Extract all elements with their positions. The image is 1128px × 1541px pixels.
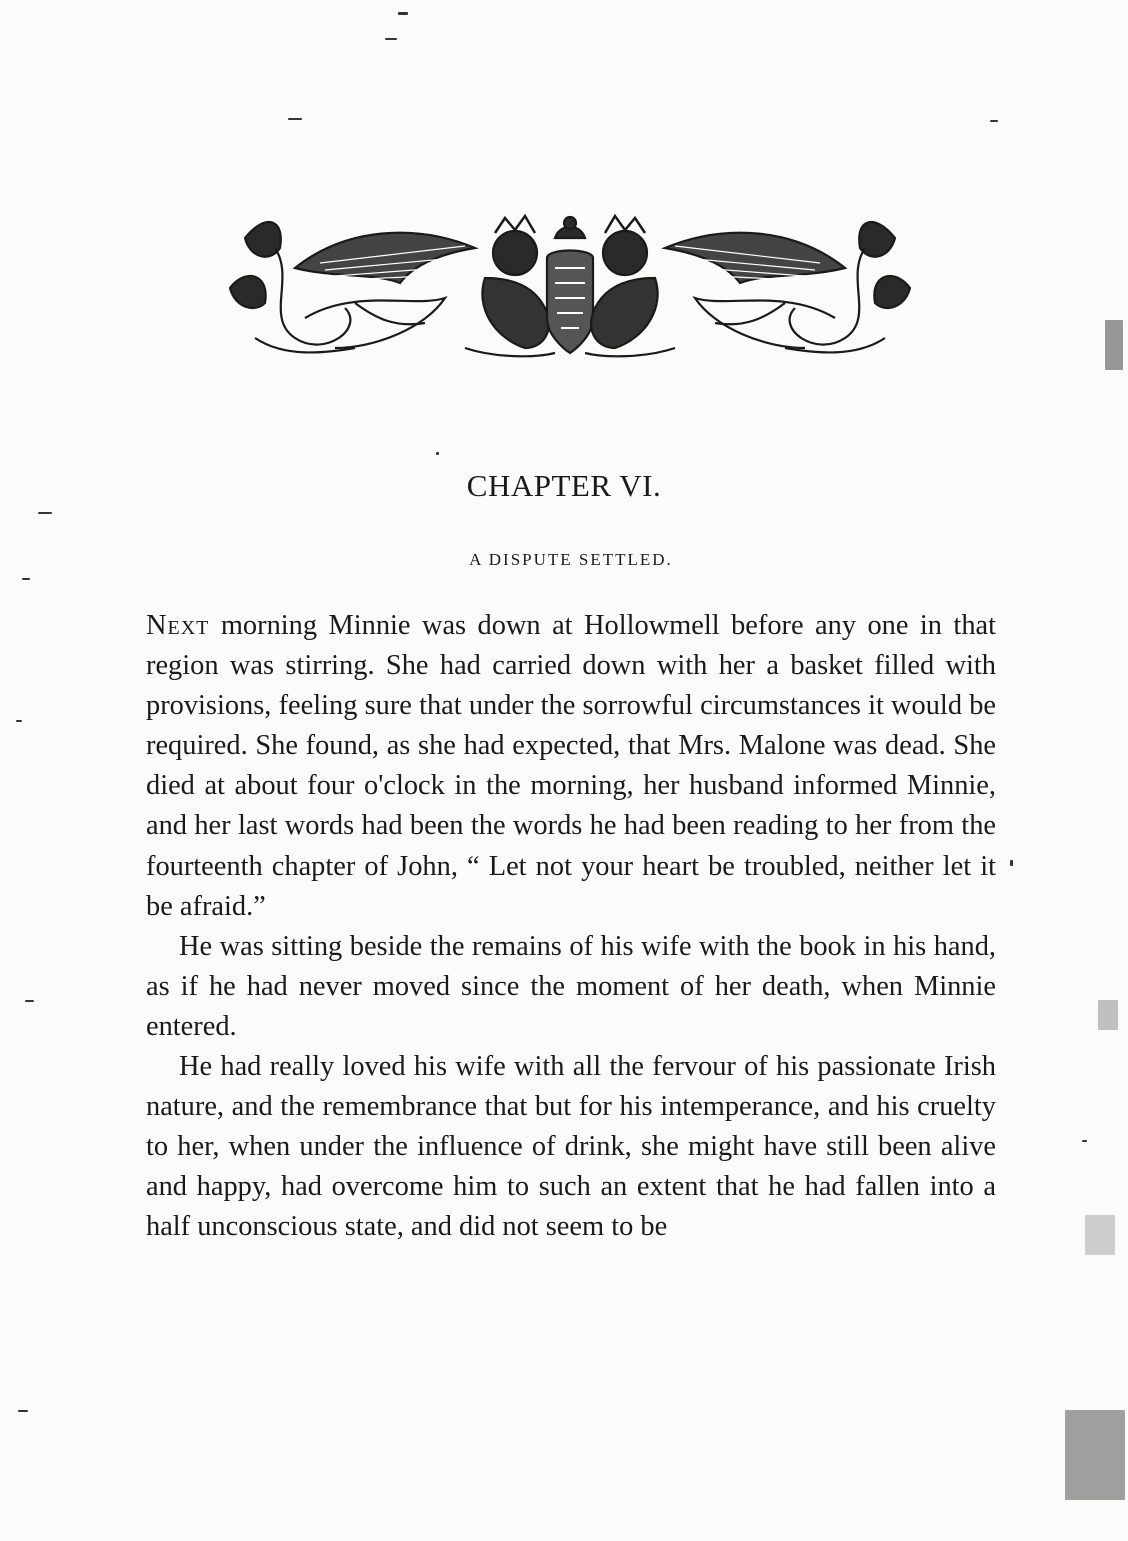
paragraph-1 xyxy=(146,606,996,927)
chapter-subtitle: A DISPUTE SETTLED. xyxy=(469,550,673,569)
chapter-title: CHAPTER VI. xyxy=(466,468,662,503)
paragraph-lead-word: Next xyxy=(146,610,210,641)
chapter-body xyxy=(146,606,996,1248)
paragraph-2: He was sitting beside the remains of his wife with the book in his hand, as if he had never moved since the moment of her death, when Minnie entered. xyxy=(146,930,996,1042)
paragraph-1-text: morning Minnie was down at Hollowmell before any one in that region was stirring. She had carried down with her a basket filled with provisions, feeling sure that under the sorrowful circumstances it would be required. She found, as she had expected, that Mrs. Malone was dead. She died at about four o'clock in the morning, her husband informed Minnie, and her last words had been the words he had been reading to her from the fourteenth chapter of John, “ Let not your heart be troubled, neither let it be afraid.” xyxy=(146,610,996,922)
winged-figures-headpiece-icon xyxy=(225,208,915,360)
paragraph-3: He had really loved his wife with all the fervour of his passionate Irish nature, and the remembrance that but for his intemperance, and his cruelty to her, when under the influence of drink, she might have still been alive and happy, had overcome him to such an extent that he had fallen into a half unconscious state, and did not seem to be xyxy=(146,1051,996,1243)
